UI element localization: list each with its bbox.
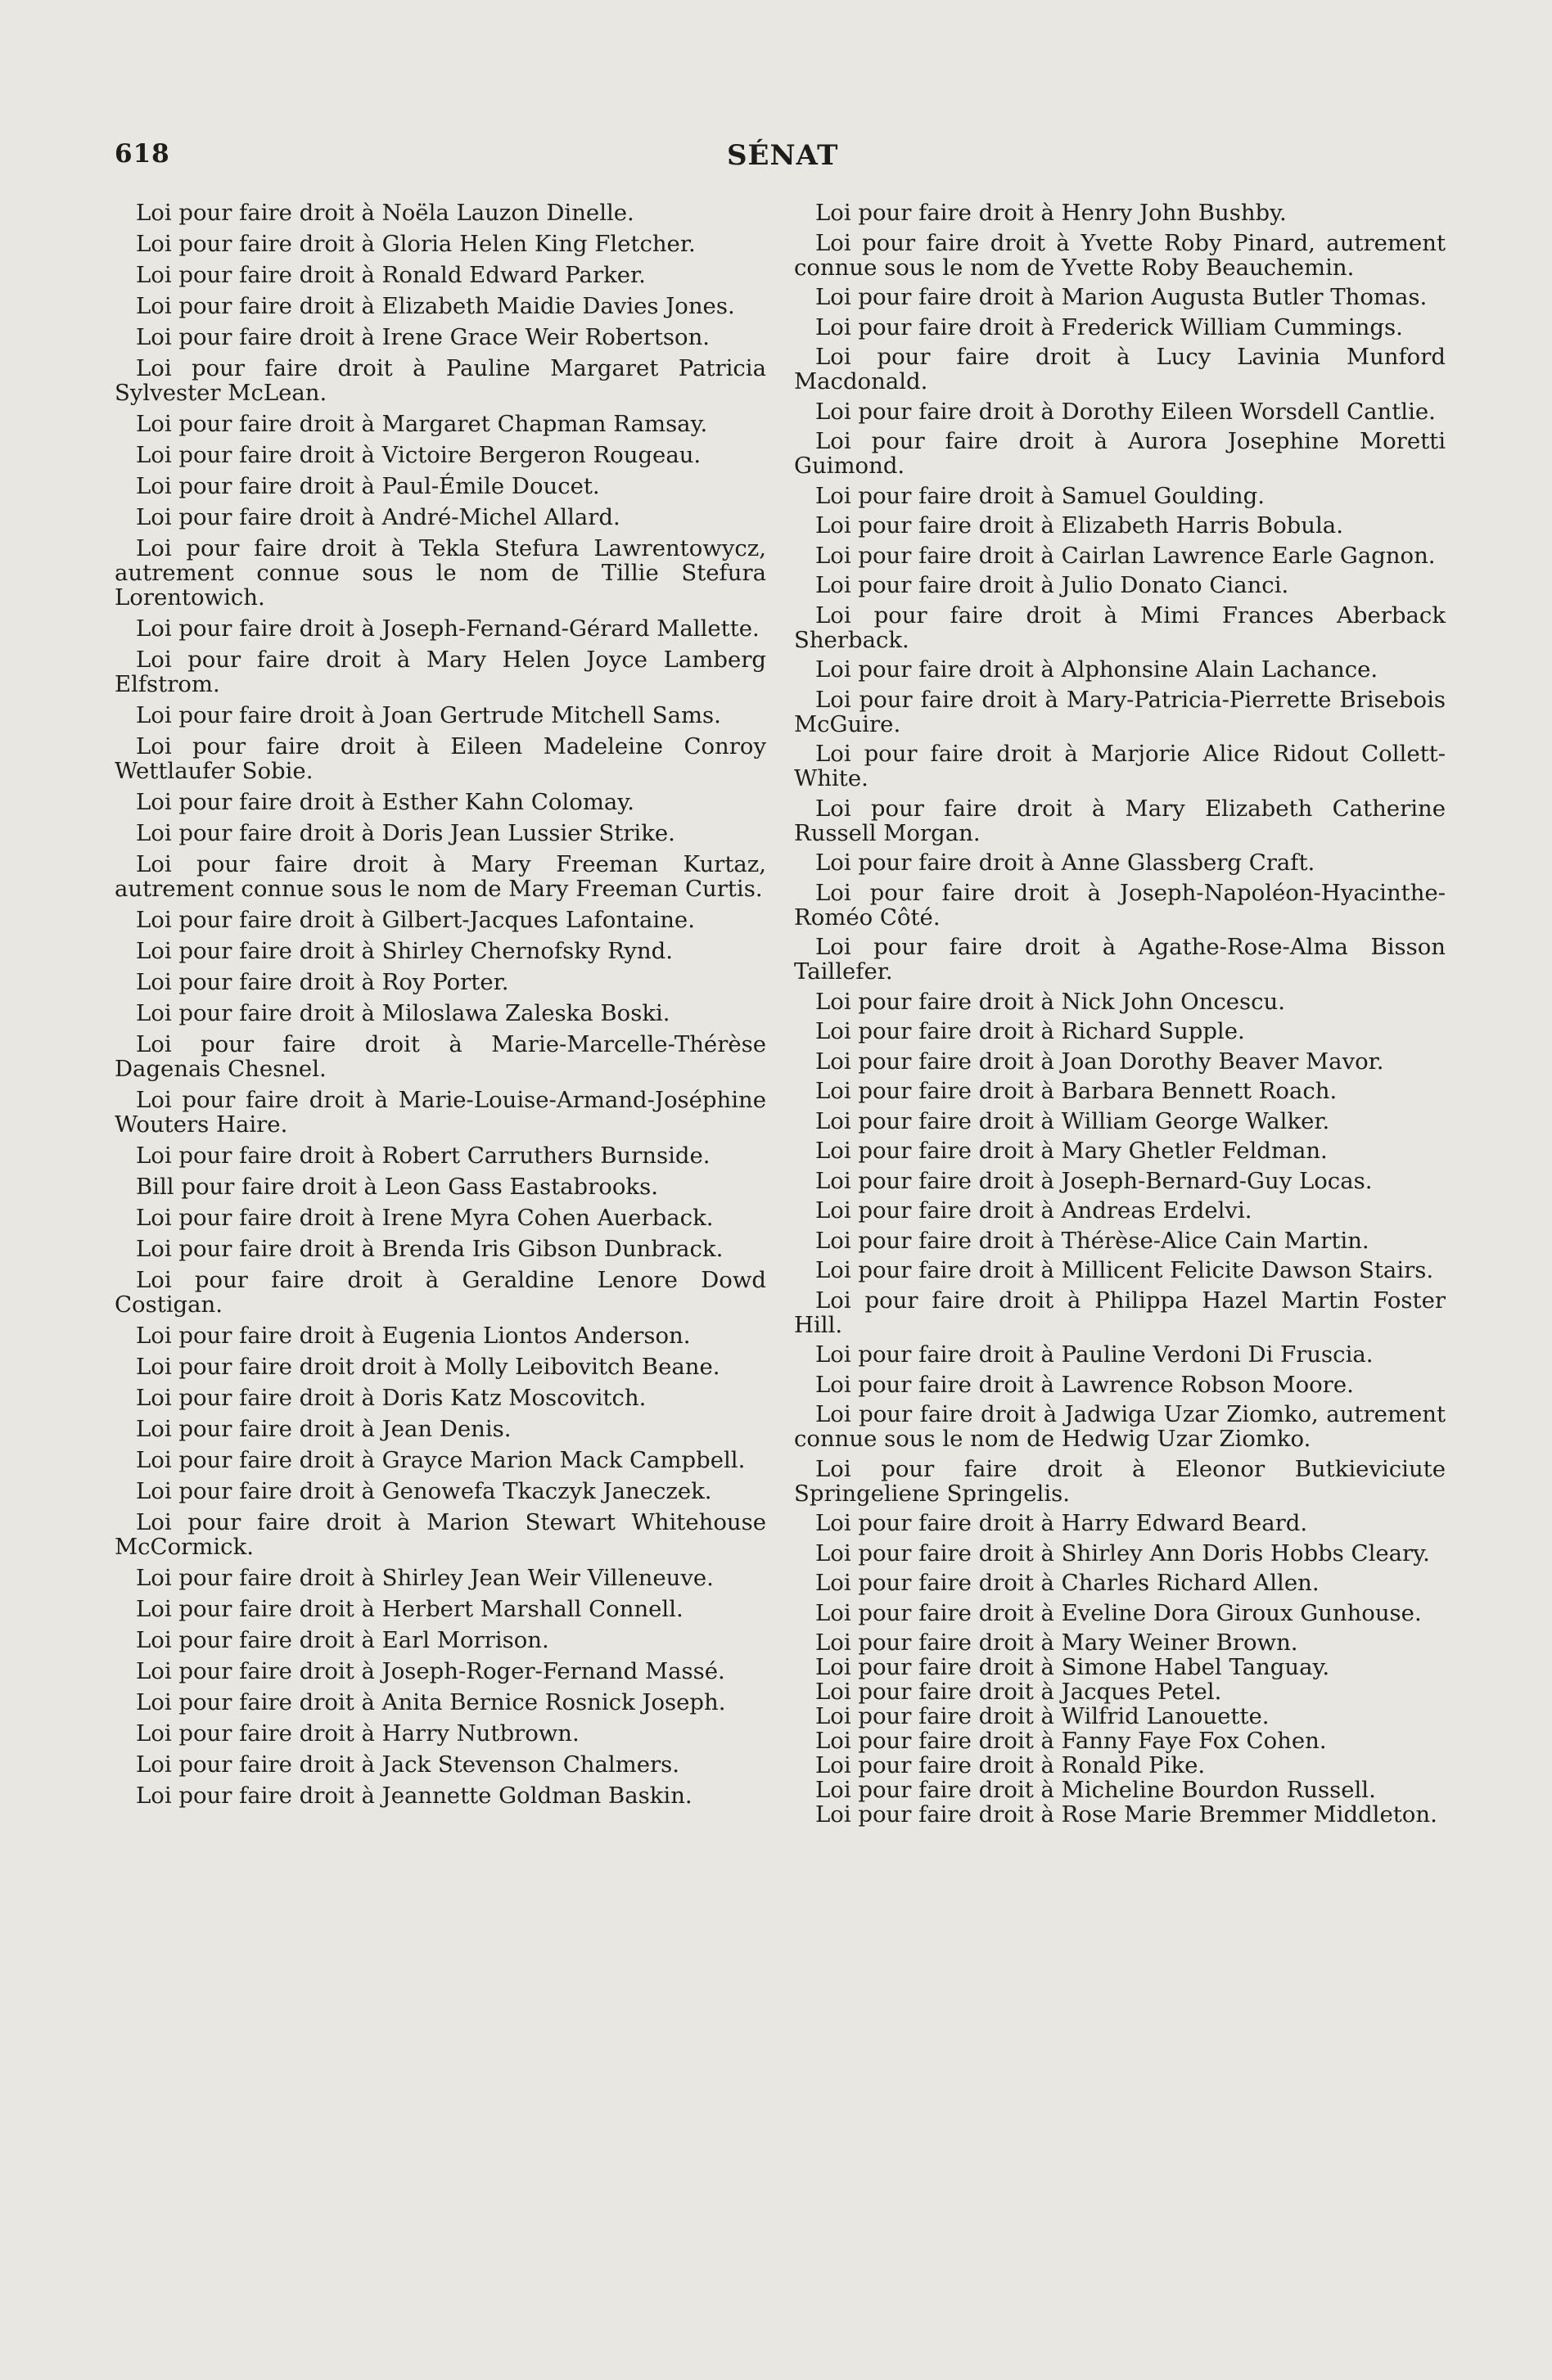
bill-entry: Loi pour faire droit à Esther Kahn Colomay. [136,789,634,815]
bill-entry: Loi pour faire droit à Brenda Iris Gibson Dunbrack. [136,1236,724,1262]
bill-entry: Loi pour faire droit à Eugenia Liontos Anderson. [136,1323,691,1349]
bill-entry: Loi pour faire droit à Irene Grace Weir Robertson. [136,324,711,350]
bill-entry: Loi pour faire droit à Mary Ghetler Feldman. [815,1138,1328,1164]
bill-entry: Loi pour faire droit à Mary Helen Joyce Lamberg Elfstrom. [115,647,766,697]
bill-entry: Loi pour faire droit à Philippa Hazel Martin Foster Hill. [794,1287,1446,1338]
bill-entry: Loi pour faire droit à Jean Denis. [136,1416,512,1442]
bill-entry: Loi pour faire droit à Yvette Roby Pinard, autrement connue sous le nom de Yvette Roby Beauchemin. [794,229,1446,281]
bill-entry: Loi pour faire droit à Noëla Lauzon Dinelle. [136,200,634,226]
bill-entry: Loi pour faire droit à Cairlan Lawrence Earle Gagnon. [815,542,1436,569]
bill-entry: Loi pour faire droit à Mimi Frances Aberback Sherback. [794,602,1446,653]
bill-entry: Loi pour faire droit à Harry Nutbrown. [136,1720,580,1747]
bill-entry: Loi pour faire droit à Dorothy Eileen Worsdell Cantlie. [815,398,1436,425]
bill-entry: Loi pour faire droit à Anita Bernice Rosnick Joseph. [136,1689,726,1715]
bill-entry: Loi pour faire droit à Fanny Faye Fox Cohen. [815,1728,1327,1754]
bill-entry: Loi pour faire droit à Pauline Verdoni Di Fruscia. [815,1341,1374,1368]
bill-entry: Loi pour faire droit à Richard Supple. [815,1018,1245,1044]
bill-entry: Loi pour faire droit à Barbara Bennett Roach. [815,1078,1338,1104]
bill-entry: Loi pour faire droit à Marion Stewart Whitehouse McCormick. [115,1509,766,1560]
bill-entry: Loi pour faire droit à Samuel Goulding. [815,482,1265,509]
bill-entry: Loi pour faire droit à Lawrence Robson Moore. [815,1371,1354,1398]
bill-entry: Loi pour faire droit à Joseph-Fernand-Gérard Mallette. [136,615,760,642]
bill-entry: Loi pour faire droit à Alphonsine Alain Lachance. [815,656,1378,683]
bill-entry: Loi pour faire droit à Simone Habel Tanguay. [815,1654,1330,1680]
bill-entry: Loi pour faire droit à Marie-Marcelle-Thérèse Dagenais Chesnel. [115,1031,766,1082]
left-column [115,201,766,1814]
bill-entry: Loi pour faire droit à Robert Carruthers Burnside. [136,1143,711,1169]
bill-entry: Loi pour faire droit à Eleonor Butkieviciute Springeliene Springelis. [794,1455,1446,1507]
bill-entry: Loi pour faire droit à Mary Freeman Kurtaz, autrement connue sous le nom de Mary Freeman Curtis. [115,851,766,902]
bill-entry: Loi pour faire droit à Frederick William Cummings. [815,313,1403,340]
bill-entry: Loi pour faire droit à Jack Stevenson Chalmers. [136,1751,680,1778]
bill-entry: Loi pour faire droit à Jadwiga Uzar Ziomko, autrement connue sous le nom de Hedwig Uzar Ziomko. [794,1401,1446,1452]
bill-entry: Loi pour faire droit à Shirley Ann Doris Hobbs Cleary. [815,1539,1430,1566]
bill-entry: Loi pour faire droit à Victoire Bergeron Rougeau. [136,442,702,468]
bill-entry: Loi pour faire droit à Gilbert-Jacques Lafontaine. [136,907,695,933]
bill-entry: Loi pour faire droit à Genowefa Tkaczyk Janeczek. [136,1478,712,1504]
bill-entry: Loi pour faire droit à Earl Morrison. [136,1627,549,1653]
bill-entry: Loi pour faire droit à Doris Jean Lussier Strike. [136,820,675,846]
bill-entry: Loi pour faire droit à Joan Dorothy Beaver Mavor. [815,1048,1384,1075]
bill-entry: Loi pour faire droit à William George Walker. [815,1107,1330,1134]
bill-entry: Loi pour faire droit à Mary-Patricia-Pierrette Brisebois McGuire. [794,686,1446,737]
bill-entry: Loi pour faire droit à Eveline Dora Giroux Gunhouse. [815,1599,1422,1626]
bill-entry: Loi pour faire droit à Micheline Bourdon Russell. [815,1777,1376,1803]
bill-entry: Loi pour faire droit à Doris Katz Moscovitch. [136,1385,647,1411]
bill-entry: Loi pour faire droit à Ronald Edward Parker. [136,262,646,288]
bill-entry: Loi pour faire droit droit à Molly Leibovitch Beane. [136,1354,720,1380]
bill-entry: Loi pour faire droit à Elizabeth Maidie Davies Jones. [136,293,735,319]
bill-entry: Loi pour faire droit à Shirley Jean Weir Villeneuve. [136,1565,714,1591]
bill-entry: Loi pour faire droit à Pauline Margaret Patricia Sylvester McLean. [115,355,766,406]
bill-entry: Loi pour faire droit à Harry Edward Beard. [815,1510,1308,1536]
bill-entry: Loi pour faire droit à Shirley Chernofsky Rynd. [136,938,673,964]
bill-entry: Loi pour faire droit à Miloslawa Zaleska Boski. [136,1000,670,1026]
right-column [794,201,1446,1827]
bill-entry: Loi pour faire droit à Grayce Marion Mack Campbell. [136,1447,746,1473]
bill-entry: Loi pour faire droit à André-Michel Allard. [136,504,620,530]
bill-entry: Loi pour faire droit à Irene Myra Cohen Auerback. [136,1205,714,1231]
bill-entry: Loi pour faire droit à Wilfrid Lanouette. [815,1703,1270,1729]
bill-entry: Loi pour faire droit à Thérèse-Alice Cain Martin. [815,1227,1369,1254]
bill-entry: Loi pour faire droit à Julio Donato Cianci. [815,572,1289,598]
bill-entry: Loi pour faire droit à Joseph-Roger-Fernand Massé. [136,1658,725,1684]
bill-entry: Loi pour faire droit à Mary Elizabeth Catherine Russell Morgan. [794,795,1446,846]
bill-entry: Loi pour faire droit à Marie-Louise-Armand-Joséphine Wouters Haire. [115,1087,766,1138]
page-number: 618 [115,139,170,169]
bill-entry: Loi pour faire droit à Marion Augusta Butler Thomas. [815,284,1428,310]
bill-entry: Loi pour faire droit à Gloria Helen King Fletcher. [136,231,696,257]
bill-entry: Loi pour faire droit à Aurora Josephine Moretti Guimond. [794,428,1446,479]
bill-entry: Loi pour faire droit à Roy Porter. [136,969,509,995]
bill-entry: Bill pour faire droit à Leon Gass Eastabrooks. [136,1174,658,1200]
bill-entry: Loi pour faire droit à Lucy Lavinia Munford Macdonald. [794,344,1446,394]
bill-entry: Loi pour faire droit à Joseph-Napoléon-Hyacinthe-Roméo Côté. [794,879,1446,931]
bill-entry: Loi pour faire droit à Charles Richard Allen. [815,1570,1320,1596]
bill-entry: Loi pour faire droit à Anne Glassberg Craft. [815,850,1315,876]
bill-entry: Loi pour faire droit à Joan Gertrude Mitchell Sams. [136,702,721,728]
bill-entry: Loi pour faire droit à Tekla Stefura Lawrentowycz, autrement connue sous le nom de Tillie Stefura Lorentowich. [115,535,766,611]
bill-entry: Loi pour faire droit à Eileen Madeleine Conroy Wettlaufer Sobie. [115,733,766,784]
bill-entry: Loi pour faire droit à Millicent Felicite Dawson Stairs. [815,1257,1434,1283]
bill-entry: Loi pour faire droit à Agathe-Rose-Alma Bisson Taillefer. [794,934,1446,985]
bill-entry: Loi pour faire droit à Nick John Oncescu. [815,988,1285,1015]
bill-entry: Loi pour faire droit à Andreas Erdelvi. [815,1197,1252,1224]
bill-entry: Loi pour faire droit à Mary Weiner Brown. [815,1629,1298,1656]
bill-entry: Loi pour faire droit à Jacques Petel. [815,1679,1222,1705]
bill-entry: Loi pour faire droit à Ronald Pike. [815,1752,1206,1778]
bill-entry: Loi pour faire droit à Henry John Bushby. [815,200,1287,226]
bill-entry: Loi pour faire droit à Jeannette Goldman Baskin. [136,1783,693,1809]
bill-entry: Loi pour faire droit à Joseph-Bernard-Guy Locas. [815,1167,1373,1194]
bill-entry: Loi pour faire droit à Paul-Émile Doucet. [136,473,600,499]
bill-entry: Loi pour faire droit à Marjorie Alice Ridout Collett-White. [794,741,1446,791]
bill-entry: Loi pour faire droit à Herbert Marshall Connell. [136,1596,684,1622]
page-title: SÉNAT [727,139,839,172]
bill-entry: Loi pour faire droit à Geraldine Lenore Dowd Costigan. [115,1267,766,1318]
bill-entry: Loi pour faire droit à Margaret Chapman Ramsay. [136,411,708,437]
bill-entry: Loi pour faire droit à Rose Marie Bremmer Middleton. [815,1801,1437,1828]
bill-entry: Loi pour faire droit à Elizabeth Harris Bobula. [815,512,1343,539]
